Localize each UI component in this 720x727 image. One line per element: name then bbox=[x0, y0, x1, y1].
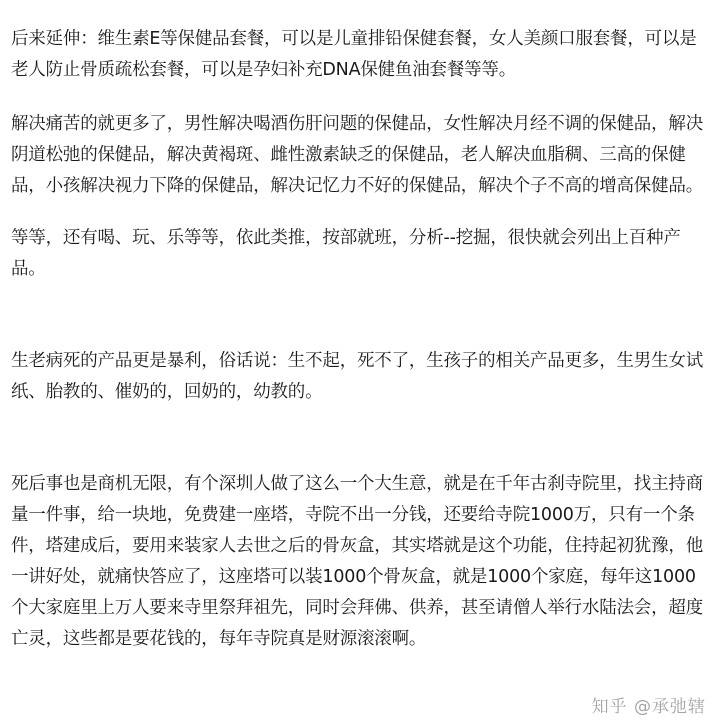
paragraph-extension: 后来延伸：维生素E等保健品套餐，可以是儿童排铅保健套餐，女人美颜口服套餐，可以是老人防止骨质疏松套餐，可以是孕妇补充DNA保健鱼油套餐等等。 bbox=[11, 29, 697, 80]
paragraph-pain-points: 解决痛苦的就更多了，男性解决喝酒伤肝问题的保健品，女性解决月经不调的保健品，解决阴道松弛的保健品，解决黄褐斑、雌性激素缺乏的保健品，老人解决血脂稠、三高的保健品，小孩解决视力下降的保健品，解决记忆力不好的保健品，解决个子不高的增高保健品。 bbox=[11, 114, 703, 196]
zhihu-watermark: 知乎 @承弛辖 bbox=[591, 697, 706, 717]
paragraph-life-cycle: 生老病死的产品更是暴利，俗话说：生不起，死不了，生孩子的相关产品更多，生男生女试纸、胎教的、催奶的，回奶的，幼教的。 bbox=[11, 351, 703, 402]
article-body bbox=[11, 24, 711, 655]
paragraph-afterlife: 死后事也是商机无限，有个深圳人做了这么一个大生意，就是在千年古刹寺院里，找主持商量一件事，给一块地，免费建一座塔，寺院不出一分钱，还要给寺院1000万，只有一个条件，塔建成后，要用来装家人去世之后的骨灰盒，其实塔就是这个功能，住持起初犹豫，他一讲好处，就痛快答应了，这座塔可以装1000个骨灰盒，就是1000个家庭，每年这1000个大家庭里上万人要来寺里祭拜祖先，同时会拜佛、供养，甚至请僧人举行水陆法会，超度亡灵，这些都是要花钱的，每年寺院真是财源滚滚啊。 bbox=[11, 474, 703, 649]
paragraph-more-products: 等等，还有喝、玩、乐等等，依此类推，按部就班，分析--挖掘，很快就会列出上百种产品。 bbox=[11, 228, 681, 279]
